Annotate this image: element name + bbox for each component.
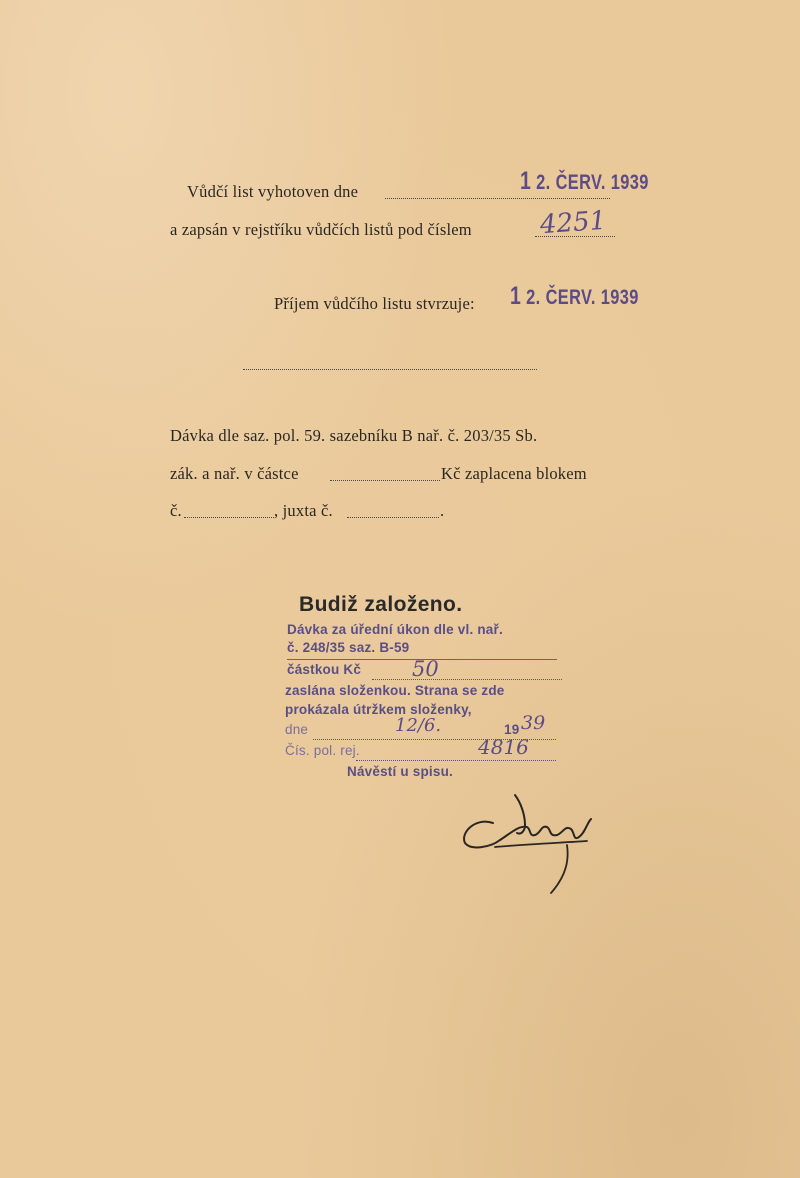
stamp-footer: Návěstí u spisu. [347,764,453,779]
receipt-label: Příjem vůdčího listu stvrzuje: [274,294,475,313]
fee-line-3-mid: , juxta č. [274,501,333,520]
stamp-line-2: č. 248/35 saz. B-59 [287,640,410,655]
stamp-year-prefix: 19 [504,722,520,737]
block-number-line [184,517,274,518]
fee-line-3-end: . [440,501,445,520]
issued-date-line [385,198,610,199]
fee-line-1: Dávka dle saz. pol. 59. sazebníku B nař. č. 203/35 Sb. [170,426,538,445]
issued-date-stamp: 1 2. ČERV. 1939 [520,167,649,195]
signature-line [243,369,537,370]
stamp-amount-line [372,679,562,680]
issued-label: Vůdčí list vyhotoven dne [187,182,359,201]
stamp-register-label: Čís. pol. rej. [285,743,360,758]
juxta-number-line [347,517,439,518]
stamp-line-4: zaslána složenkou. Strana se zde [285,683,505,698]
register-number-handwritten: 4251 [539,205,608,241]
fee-line-2-end: Kč zaplacena blokem [441,464,587,483]
stamp-line-1: Dávka za úřední úkon dle vl. nař. [287,622,503,637]
stamp-amount-handwritten: 50 [412,657,439,681]
decision-heading: Budiž založeno. [299,593,463,616]
stamp-register-handwritten: 4816 [478,735,529,759]
stamp-year-handwritten: 39 [521,712,546,734]
registered-label: a zapsán v rejstříku vůdčích listů pod číslem [170,220,472,239]
stamp-line-5: prokázala útržkem složenky, [285,702,472,717]
fee-line-2-start: zák. a nař. v částce [170,464,299,483]
handwritten-signature [455,785,605,900]
stamp-amount-label: částkou Kč [287,662,362,677]
receipt-date-stamp: 1 2. ČERV. 1939 [510,282,639,310]
stamp-register-line [356,760,556,761]
fee-line-3-start: č. [170,501,182,520]
stamp-date-label: dne [285,722,309,737]
stamp-date-handwritten: 12/6. [395,715,442,736]
fee-amount-line [330,480,440,481]
